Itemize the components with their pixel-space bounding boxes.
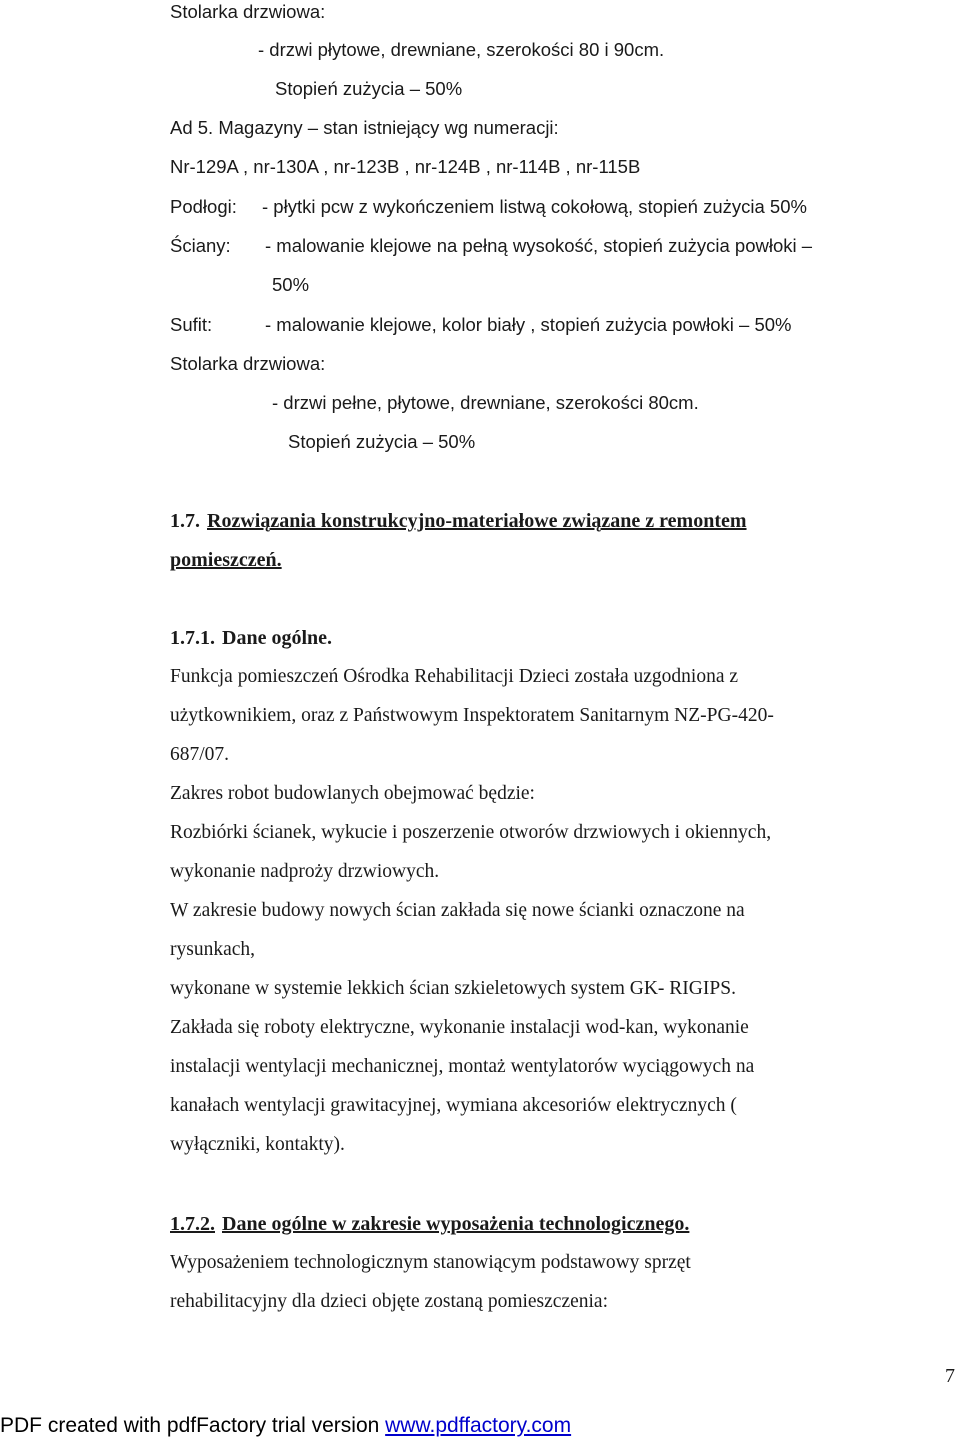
heading-17-line2: pomieszczeń. [170, 549, 282, 571]
stolarka-wear-1: Stopień zużycia – 50% [275, 78, 463, 99]
pdf-footer [0, 1413, 571, 1439]
podlogi-label: Podłogi: [170, 196, 237, 217]
sufit-text: - malowanie klejowe, kolor biały , stopień zużycia powłoki – 50% [265, 314, 792, 335]
heading-172-number: 1.7.2. [170, 1213, 215, 1235]
sciany-text: - malowanie klejowe na pełną wysokość, stopień zużycia powłoki – [265, 235, 813, 256]
heading-17-line1: Rozwiązania konstrukcyjno-materiałowe związane z remontem [207, 510, 747, 532]
footer-link[interactable]: www.pdffactory.com [385, 1414, 572, 1437]
page-number: 7 [945, 1365, 955, 1387]
body-171-line: instalacji wentylacji mechanicznej, montaż wentylatorów wyciągowych na [170, 1056, 755, 1077]
body-171-line: Zakres robot budowlanych obejmować będzie: [170, 783, 535, 804]
sciany-label: Ściany: [170, 235, 231, 256]
body-171-line: Rozbiórki ścianek, wykucie i poszerzenie otworów drzwiowych i okiennych, [170, 822, 772, 843]
body-171-line: Zakłada się roboty elektryczne, wykonanie instalacji wod-kan, wykonanie [170, 1017, 749, 1038]
heading-171-number: 1.7.1. [170, 627, 215, 649]
heading-171-title: Dane ogólne. [222, 627, 332, 649]
numbers-line: Nr-129A , nr-130A , nr-123B , nr-124B , nr-114B , nr-115B [170, 156, 641, 177]
stolarka-label-2: Stolarka drzwiowa: [170, 353, 326, 374]
heading-172-title: Dane ogólne w zakresie wyposażenia technologicznego. [222, 1213, 690, 1235]
body-171-line: Funkcja pomieszczeń Ośrodka Rehabilitacji Dzieci została uzgodniona z [170, 666, 739, 687]
body-171-line: wykonanie nadproży drzwiowych. [170, 861, 440, 882]
podlogi-text: - płytki pcw z wykończeniem listwą cokołową, stopień zużycia 50% [262, 196, 807, 217]
stolarka-item-1: - drzwi płytowe, drewniane, szerokości 80 i 90cm. [258, 39, 665, 60]
body-172-line: Wyposażeniem technologicznym stanowiącym podstawowy sprzęt [170, 1252, 691, 1273]
sciany-cont: 50% [272, 274, 310, 295]
body-171-line: użytkownikiem, oraz z Państwowym Inspektoratem Sanitarnym NZ-PG-420- [170, 705, 774, 726]
stolarka-item-2: - drzwi pełne, płytowe, drewniane, szerokości 80cm. [272, 392, 699, 413]
body-171-line: W zakresie budowy nowych ścian zakłada się nowe ścianki oznaczone na [170, 900, 745, 921]
sufit-label: Sufit: [170, 314, 213, 335]
stolarka-wear-2: Stopień zużycia – 50% [288, 431, 476, 452]
footer-text: PDF created with pdfFactory trial version [0, 1414, 386, 1437]
body-171-line: wyłączniki, kontakty). [170, 1134, 345, 1155]
ad5-line: Ad 5. Magazyny – stan istniejący wg numeracji: [170, 117, 559, 138]
body-171-line: wykonane w systemie lekkich ścian szkieletowych system GK- RIGIPS. [170, 978, 736, 999]
stolarka-label-1: Stolarka drzwiowa: [170, 1, 326, 22]
heading-17-number: 1.7. [170, 510, 200, 532]
body-171-line: kanałach wentylacji grawitacyjnej, wymiana akcesoriów elektrycznych ( [170, 1095, 737, 1116]
body-171-line: rysunkach, [170, 939, 256, 960]
body-171-line: 687/07. [170, 744, 230, 765]
body-172-line: rehabilitacyjny dla dzieci objęte zostaną pomieszczenia: [170, 1291, 609, 1312]
